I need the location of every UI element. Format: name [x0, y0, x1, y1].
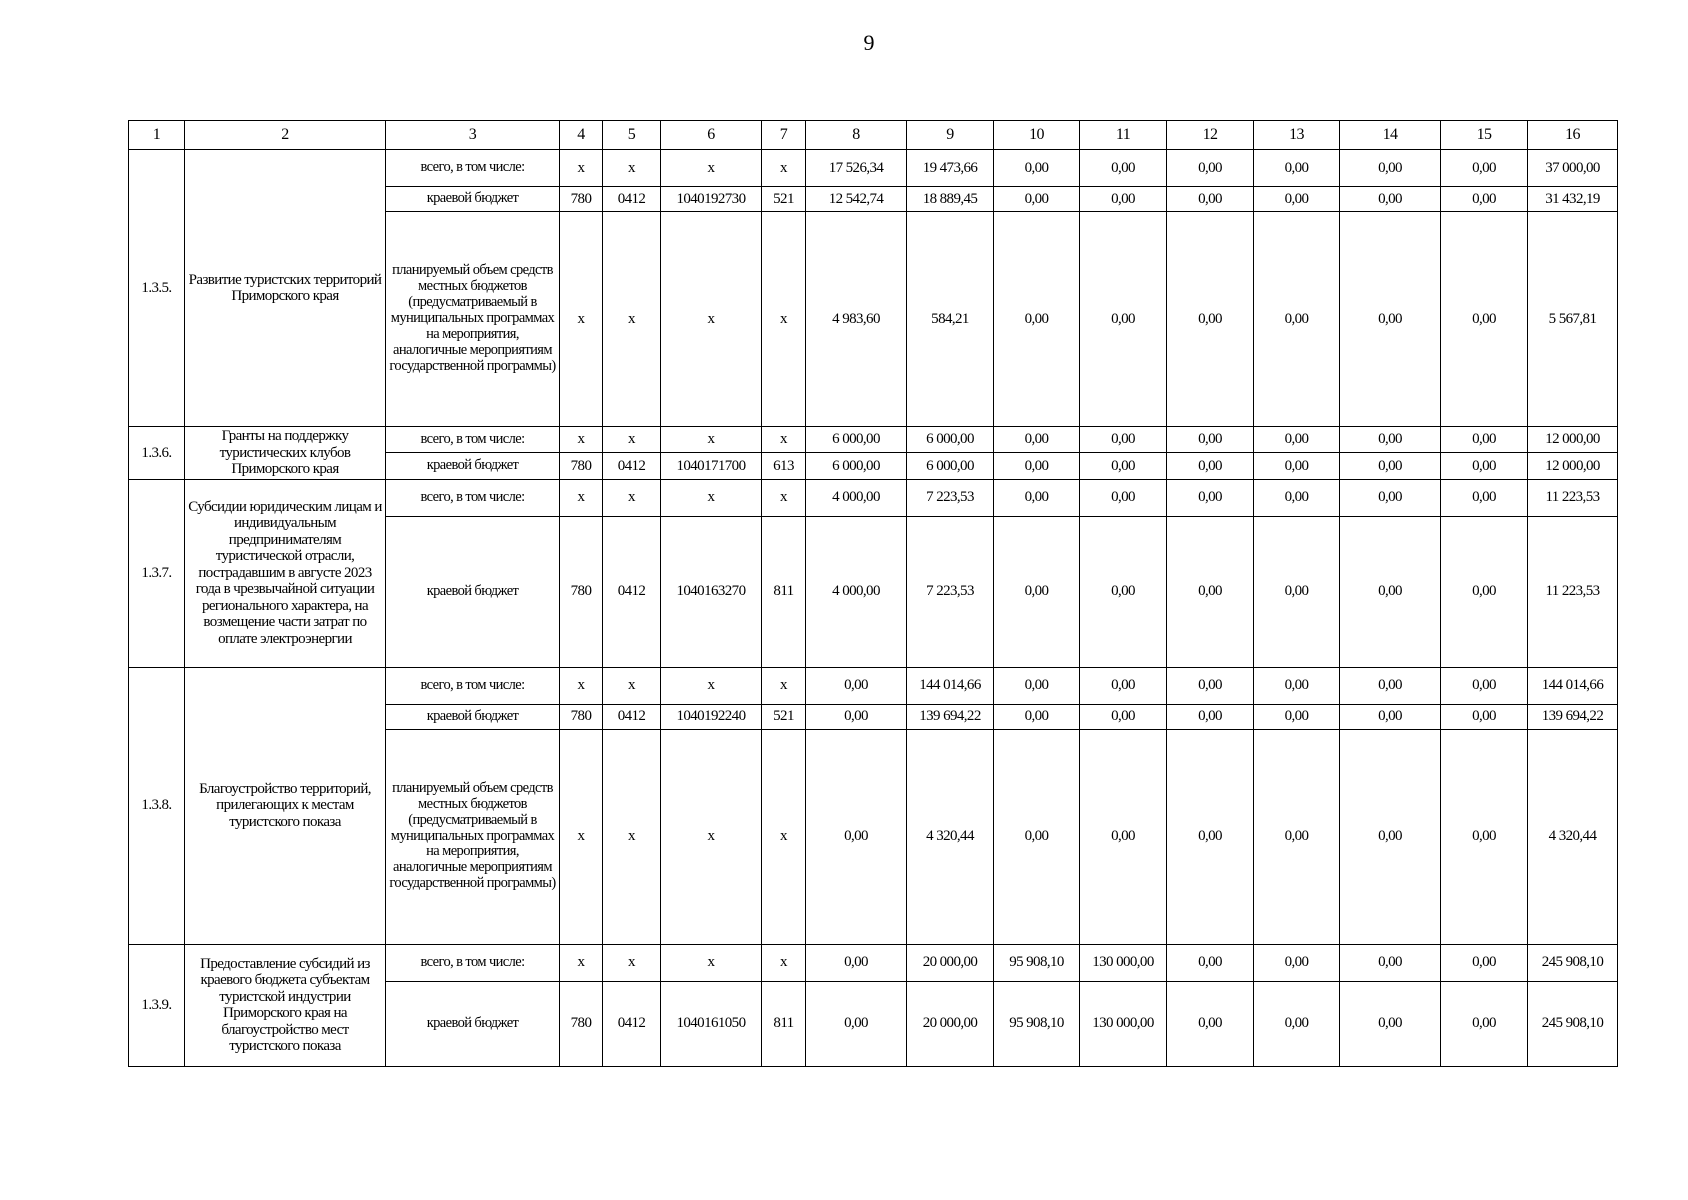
- ministry-code: 780: [560, 704, 603, 729]
- item-name: Гранты на поддержку туристических клубов Приморского края: [185, 427, 386, 480]
- target-article: х: [661, 150, 762, 187]
- amount-col-10: 0,00: [994, 667, 1080, 704]
- amount-col-8: 0,00: [806, 944, 907, 981]
- amount-col-11: 0,00: [1080, 479, 1167, 516]
- item-name: Субсидии юридическим лицам и индивидуальным предпринимателям туристической отрасли, пострадавшим в августе 2023 года в чрезвычайной ситуации регионального характера, на возмещение части затрат по оплате электроэнергии: [185, 479, 386, 667]
- expense-type: х: [762, 427, 806, 453]
- amount-col-12: 0,00: [1167, 729, 1254, 944]
- amount-col-8: 6 000,00: [806, 427, 907, 453]
- ministry-code: х: [560, 150, 603, 187]
- amount-col-15: 0,00: [1441, 981, 1528, 1066]
- amount-col-14: 0,00: [1340, 453, 1441, 479]
- expense-type: 613: [762, 453, 806, 479]
- target-article: х: [661, 729, 762, 944]
- amount-col-16: 139 694,22: [1528, 704, 1618, 729]
- column-numbers-row: [129, 121, 1618, 150]
- expense-type: х: [762, 944, 806, 981]
- amount-col-14: 0,00: [1340, 427, 1441, 453]
- section-code: 0412: [603, 981, 661, 1066]
- amount-col-16: 144 014,66: [1528, 667, 1618, 704]
- ministry-code: 780: [560, 516, 603, 667]
- amount-col-8: 0,00: [806, 981, 907, 1066]
- amount-col-16: 31 432,19: [1528, 187, 1618, 212]
- expense-type: х: [762, 667, 806, 704]
- target-article: 1040163270: [661, 516, 762, 667]
- amount-col-9: 6 000,00: [907, 427, 994, 453]
- column-number-12: 12: [1167, 121, 1254, 150]
- column-number-10: 10: [994, 121, 1080, 150]
- table-row: [129, 150, 1618, 187]
- target-article: х: [661, 944, 762, 981]
- expense-type: 811: [762, 981, 806, 1066]
- funding-source: всего, в том числе:: [386, 427, 560, 453]
- amount-col-9: 7 223,53: [907, 479, 994, 516]
- funding-source: краевой бюджет: [386, 453, 560, 479]
- target-article: х: [661, 427, 762, 453]
- table-body: [129, 150, 1618, 1067]
- amount-col-8: 17 526,34: [806, 150, 907, 187]
- item-number: 1.3.6.: [129, 427, 185, 480]
- amount-col-14: 0,00: [1340, 212, 1441, 427]
- amount-col-13: 0,00: [1254, 667, 1340, 704]
- amount-col-14: 0,00: [1340, 704, 1441, 729]
- funding-source: краевой бюджет: [386, 981, 560, 1066]
- amount-col-8: 0,00: [806, 729, 907, 944]
- target-article: х: [661, 667, 762, 704]
- amount-col-12: 0,00: [1167, 667, 1254, 704]
- amount-col-13: 0,00: [1254, 453, 1340, 479]
- amount-col-11: 0,00: [1080, 212, 1167, 427]
- amount-col-10: 95 908,10: [994, 944, 1080, 981]
- funding-source: краевой бюджет: [386, 704, 560, 729]
- ministry-code: х: [560, 667, 603, 704]
- funding-source: краевой бюджет: [386, 516, 560, 667]
- amount-col-12: 0,00: [1167, 212, 1254, 427]
- amount-col-14: 0,00: [1340, 729, 1441, 944]
- section-code: х: [603, 479, 661, 516]
- amount-col-12: 0,00: [1167, 150, 1254, 187]
- amount-col-9: 20 000,00: [907, 944, 994, 981]
- amount-col-13: 0,00: [1254, 729, 1340, 944]
- amount-col-11: 0,00: [1080, 729, 1167, 944]
- section-code: х: [603, 667, 661, 704]
- amount-col-9: 584,21: [907, 212, 994, 427]
- target-article: 1040192240: [661, 704, 762, 729]
- amount-col-10: 0,00: [994, 187, 1080, 212]
- item-number: 1.3.8.: [129, 667, 185, 944]
- amount-col-11: 130 000,00: [1080, 981, 1167, 1066]
- amount-col-12: 0,00: [1167, 427, 1254, 453]
- section-code: х: [603, 729, 661, 944]
- item-name: Развитие туристских территорий Приморского края: [185, 150, 386, 427]
- amount-col-14: 0,00: [1340, 944, 1441, 981]
- amount-col-10: 0,00: [994, 150, 1080, 187]
- funding-source: планируемый объем средств местных бюджетов (предусматриваемый в муниципальных программах на мероприятия, аналогичные мероприятиям государственной программы): [386, 729, 560, 944]
- table-row: [129, 479, 1618, 516]
- amount-col-16: 245 908,10: [1528, 981, 1618, 1066]
- amount-col-13: 0,00: [1254, 479, 1340, 516]
- expense-type: х: [762, 212, 806, 427]
- section-code: 0412: [603, 187, 661, 212]
- amount-col-9: 139 694,22: [907, 704, 994, 729]
- amount-col-8: 0,00: [806, 704, 907, 729]
- amount-col-13: 0,00: [1254, 981, 1340, 1066]
- target-article: х: [661, 212, 762, 427]
- item-name: Предоставление субсидий из краевого бюджета субъектам туристской индустрии Приморского края на благоустройство мест туристского показа: [185, 944, 386, 1066]
- column-number-4: 4: [560, 121, 603, 150]
- amount-col-11: 0,00: [1080, 516, 1167, 667]
- ministry-code: х: [560, 729, 603, 944]
- amount-col-12: 0,00: [1167, 944, 1254, 981]
- target-article: 1040161050: [661, 981, 762, 1066]
- table-row: [129, 944, 1618, 981]
- amount-col-8: 0,00: [806, 667, 907, 704]
- amount-col-16: 11 223,53: [1528, 516, 1618, 667]
- ministry-code: 780: [560, 453, 603, 479]
- section-code: 0412: [603, 516, 661, 667]
- target-article: х: [661, 479, 762, 516]
- column-number-1: 1: [129, 121, 185, 150]
- amount-col-13: 0,00: [1254, 516, 1340, 667]
- amount-col-10: 0,00: [994, 427, 1080, 453]
- funding-source: краевой бюджет: [386, 187, 560, 212]
- amount-col-15: 0,00: [1441, 187, 1528, 212]
- column-number-8: 8: [806, 121, 907, 150]
- amount-col-13: 0,00: [1254, 187, 1340, 212]
- amount-col-15: 0,00: [1441, 704, 1528, 729]
- column-number-11: 11: [1080, 121, 1167, 150]
- amount-col-15: 0,00: [1441, 944, 1528, 981]
- column-number-9: 9: [907, 121, 994, 150]
- amount-col-8: 4 000,00: [806, 516, 907, 667]
- amount-col-12: 0,00: [1167, 981, 1254, 1066]
- funding-source: планируемый объем средств местных бюджетов (предусматриваемый в муниципальных программах на мероприятия, аналогичные мероприятиям государственной программы): [386, 212, 560, 427]
- amount-col-16: 5 567,81: [1528, 212, 1618, 427]
- amount-col-15: 0,00: [1441, 453, 1528, 479]
- amount-col-10: 0,00: [994, 479, 1080, 516]
- expense-type: х: [762, 479, 806, 516]
- amount-col-15: 0,00: [1441, 150, 1528, 187]
- amount-col-16: 4 320,44: [1528, 729, 1618, 944]
- amount-col-16: 245 908,10: [1528, 944, 1618, 981]
- amount-col-15: 0,00: [1441, 667, 1528, 704]
- section-code: 0412: [603, 453, 661, 479]
- table-row: [129, 427, 1618, 453]
- amount-col-14: 0,00: [1340, 187, 1441, 212]
- amount-col-9: 6 000,00: [907, 453, 994, 479]
- section-code: 0412: [603, 704, 661, 729]
- section-code: х: [603, 212, 661, 427]
- funding-source: всего, в том числе:: [386, 667, 560, 704]
- item-number: 1.3.5.: [129, 150, 185, 427]
- item-name: Благоустройство территорий, прилегающих к местам туристского показа: [185, 667, 386, 944]
- amount-col-14: 0,00: [1340, 150, 1441, 187]
- amount-col-16: 11 223,53: [1528, 479, 1618, 516]
- funding-source: всего, в том числе:: [386, 479, 560, 516]
- column-number-14: 14: [1340, 121, 1441, 150]
- ministry-code: 780: [560, 187, 603, 212]
- expense-type: 521: [762, 704, 806, 729]
- amount-col-11: 130 000,00: [1080, 944, 1167, 981]
- funding-source: всего, в том числе:: [386, 150, 560, 187]
- amount-col-14: 0,00: [1340, 516, 1441, 667]
- amount-col-10: 0,00: [994, 453, 1080, 479]
- ministry-code: х: [560, 427, 603, 453]
- ministry-code: х: [560, 944, 603, 981]
- amount-col-14: 0,00: [1340, 981, 1441, 1066]
- amount-col-11: 0,00: [1080, 667, 1167, 704]
- column-number-6: 6: [661, 121, 762, 150]
- ministry-code: х: [560, 479, 603, 516]
- column-number-16: 16: [1528, 121, 1618, 150]
- amount-col-10: 0,00: [994, 729, 1080, 944]
- amount-col-9: 4 320,44: [907, 729, 994, 944]
- amount-col-8: 4 000,00: [806, 479, 907, 516]
- amount-col-10: 95 908,10: [994, 981, 1080, 1066]
- amount-col-11: 0,00: [1080, 187, 1167, 212]
- amount-col-16: 37 000,00: [1528, 150, 1618, 187]
- amount-col-9: 19 473,66: [907, 150, 994, 187]
- section-code: х: [603, 944, 661, 981]
- amount-col-11: 0,00: [1080, 453, 1167, 479]
- target-article: 1040192730: [661, 187, 762, 212]
- column-number-2: 2: [185, 121, 386, 150]
- column-number-13: 13: [1254, 121, 1340, 150]
- amount-col-12: 0,00: [1167, 516, 1254, 667]
- amount-col-13: 0,00: [1254, 427, 1340, 453]
- amount-col-11: 0,00: [1080, 150, 1167, 187]
- amount-col-14: 0,00: [1340, 479, 1441, 516]
- amount-col-16: 12 000,00: [1528, 427, 1618, 453]
- item-number: 1.3.7.: [129, 479, 185, 667]
- amount-col-15: 0,00: [1441, 516, 1528, 667]
- amount-col-9: 18 889,45: [907, 187, 994, 212]
- expense-type: 811: [762, 516, 806, 667]
- column-number-3: 3: [386, 121, 560, 150]
- amount-col-15: 0,00: [1441, 479, 1528, 516]
- amount-col-12: 0,00: [1167, 479, 1254, 516]
- amount-col-15: 0,00: [1441, 427, 1528, 453]
- amount-col-12: 0,00: [1167, 704, 1254, 729]
- amount-col-8: 4 983,60: [806, 212, 907, 427]
- amount-col-13: 0,00: [1254, 150, 1340, 187]
- amount-col-10: 0,00: [994, 212, 1080, 427]
- amount-col-10: 0,00: [994, 704, 1080, 729]
- section-code: х: [603, 150, 661, 187]
- item-number: 1.3.9.: [129, 944, 185, 1066]
- amount-col-9: 7 223,53: [907, 516, 994, 667]
- column-number-7: 7: [762, 121, 806, 150]
- amount-col-9: 20 000,00: [907, 981, 994, 1066]
- expense-type: 521: [762, 187, 806, 212]
- amount-col-10: 0,00: [994, 516, 1080, 667]
- expense-type: х: [762, 729, 806, 944]
- page-number: 9: [863, 30, 875, 55]
- column-number-5: 5: [603, 121, 661, 150]
- section-code: х: [603, 427, 661, 453]
- amount-col-15: 0,00: [1441, 729, 1528, 944]
- column-number-15: 15: [1441, 121, 1528, 150]
- ministry-code: 780: [560, 981, 603, 1066]
- amount-col-11: 0,00: [1080, 427, 1167, 453]
- amount-col-15: 0,00: [1441, 212, 1528, 427]
- amount-col-12: 0,00: [1167, 453, 1254, 479]
- amount-col-9: 144 014,66: [907, 667, 994, 704]
- ministry-code: х: [560, 212, 603, 427]
- amount-col-16: 12 000,00: [1528, 453, 1618, 479]
- amount-col-14: 0,00: [1340, 667, 1441, 704]
- budget-table: [128, 120, 1618, 1067]
- target-article: 1040171700: [661, 453, 762, 479]
- amount-col-8: 6 000,00: [806, 453, 907, 479]
- amount-col-12: 0,00: [1167, 187, 1254, 212]
- amount-col-13: 0,00: [1254, 212, 1340, 427]
- amount-col-8: 12 542,74: [806, 187, 907, 212]
- funding-source: всего, в том числе:: [386, 944, 560, 981]
- amount-col-13: 0,00: [1254, 704, 1340, 729]
- amount-col-11: 0,00: [1080, 704, 1167, 729]
- table-row: [129, 667, 1618, 704]
- expense-type: х: [762, 150, 806, 187]
- amount-col-13: 0,00: [1254, 944, 1340, 981]
